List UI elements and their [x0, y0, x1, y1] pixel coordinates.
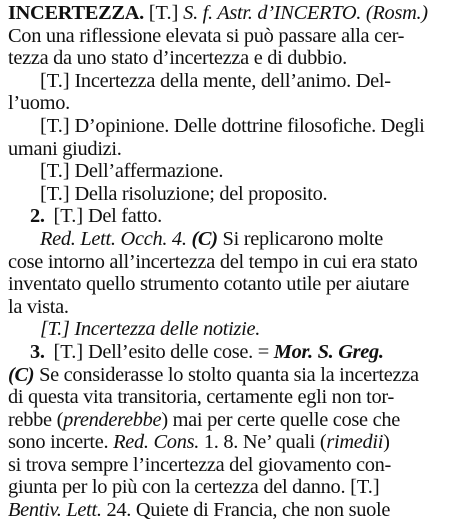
tag: [T.]	[40, 114, 70, 137]
sense-text: D’opinione. Delle dottrine filosofiche. Degli	[74, 114, 425, 137]
tag: [T.]	[40, 318, 70, 341]
text-segment: 1. 8. Ne’ quali (	[203, 431, 327, 454]
text-segment: ) mai per certe quelle cose che	[161, 408, 400, 431]
text-line: cose intorno all’incertezza del tempo in cui era stato	[8, 250, 418, 273]
source-label: (Rosm.)	[365, 2, 428, 24]
citation-text: 24. Quiete di Francia, che non suole	[106, 499, 391, 522]
sense-number: 2.	[30, 205, 45, 228]
sense-line	[8, 115, 464, 138]
headword: INCERTEZZA.	[8, 2, 144, 24]
sense-text: Dell’affermazione.	[74, 160, 224, 183]
sense-line	[8, 318, 464, 341]
text-line: di questa vita transitoria, certamente egli non tor-	[8, 386, 395, 409]
tag: [T.]	[350, 476, 380, 499]
citation-text: Se considerasse lo stolto quanta sia la incertezza	[39, 363, 419, 386]
text-line: Con una riflessione elevata si può passare alla cer-	[8, 24, 405, 47]
gloss: rimedii	[326, 431, 384, 454]
text-line	[8, 431, 464, 454]
citation-line	[8, 228, 464, 251]
text-line: tezza da uno stato d’incertezza e di dubbio.	[8, 47, 347, 70]
tag: [T.]	[40, 182, 70, 205]
citation: Bentiv. Lett.	[8, 499, 102, 522]
tag: [T.]	[148, 2, 179, 24]
sense-line	[8, 160, 464, 183]
sense-text: Del fatto.	[87, 205, 162, 228]
sense-text: Della risoluzione; del proposito.	[74, 182, 328, 205]
text-segment: )	[383, 431, 390, 454]
tag: [T.]	[40, 160, 70, 183]
citation: Mor. S. Greg.	[273, 340, 384, 363]
crusca-mark: (C)	[8, 363, 35, 386]
sense-line	[8, 70, 464, 93]
text-line: umani giudizi.	[8, 137, 122, 160]
citation: Red. Cons.	[113, 431, 200, 454]
sense-text: Dell’esito delle cose. =	[87, 340, 269, 363]
citation-text: Si replicarono molte	[222, 227, 384, 250]
sense-text: Incertezza delle notizie.	[74, 318, 261, 341]
text-segment: giunta per lo più con la certezza del danno.	[8, 476, 346, 499]
text-segment: sono incerte.	[8, 431, 109, 454]
numbered-sense-line	[8, 341, 464, 364]
text-line	[8, 409, 464, 432]
derivation: d’INCERTO.	[257, 2, 362, 24]
tag: [T.]	[53, 205, 84, 228]
sense-number: 3.	[30, 340, 45, 363]
citation-line	[8, 499, 464, 522]
crusca-mark: (C)	[191, 227, 218, 250]
numbered-sense-line	[8, 205, 464, 228]
text-line	[8, 364, 464, 387]
sense-line	[8, 183, 464, 206]
gloss: prenderebbe	[63, 408, 162, 431]
tag: [T.]	[53, 340, 84, 363]
text-segment: rebbe (	[8, 408, 64, 431]
tag: [T.]	[40, 69, 70, 92]
sense-text: Incertezza della mente, dell’animo. Del-	[74, 69, 391, 92]
grammar-label: S. f. Astr.	[183, 2, 253, 24]
text-line: si trova sempre l’incertezza del giovamento con-	[8, 453, 392, 476]
text-line: l’uomo.	[8, 92, 70, 115]
citation: Red. Lett. Occh. 4.	[40, 227, 187, 250]
text-line: la vista.	[8, 295, 69, 318]
entry-header-line	[8, 2, 464, 25]
text-line	[8, 476, 464, 499]
text-line: inventato quello strumento cotanto utile per aiutare	[8, 273, 410, 296]
